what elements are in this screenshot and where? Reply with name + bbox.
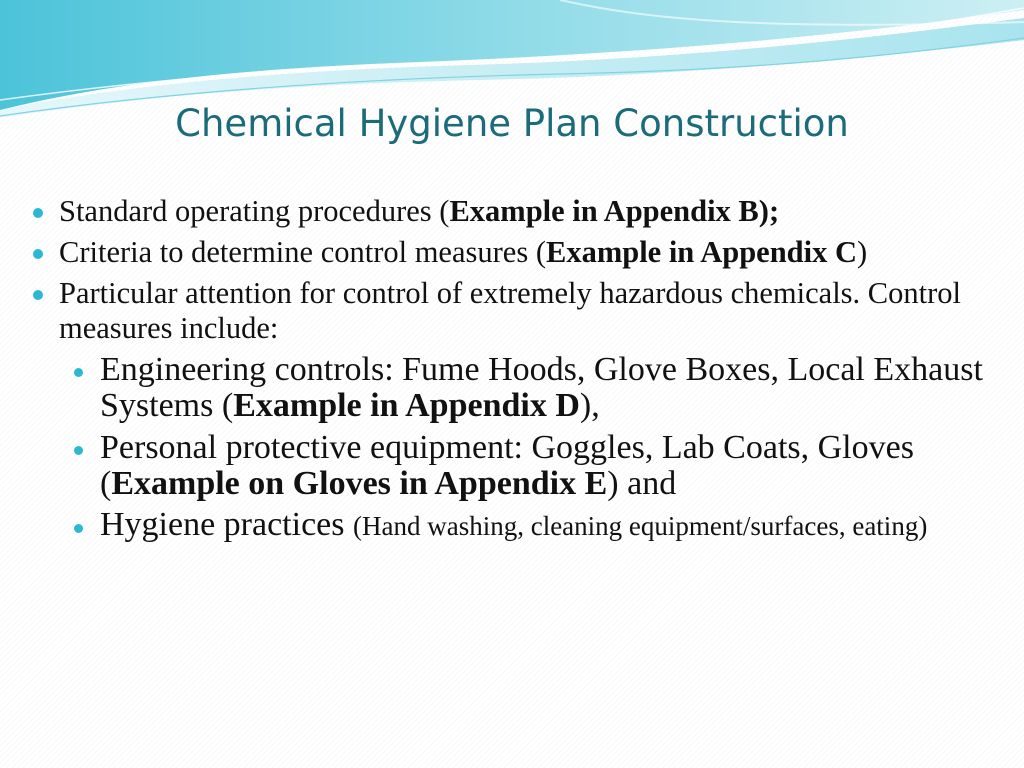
bullet-list xyxy=(30,194,990,547)
list-item: Particular attention for control of extremely hazardous chemicals. Control measures include: xyxy=(30,276,990,346)
sub-list-item: Personal protective equipment: Goggles, Lab Coats, Gloves (Example on Gloves in Appendix E) and xyxy=(71,430,990,502)
bullet-dot-icon xyxy=(33,290,43,300)
bullet-dot-icon xyxy=(33,208,43,218)
slide-title: Chemical Hygiene Plan Construction xyxy=(175,102,849,145)
list-item: Criteria to determine control measures (Example in Appendix C) xyxy=(30,235,990,270)
bullet-dot-icon xyxy=(74,524,83,533)
sub-list-item: Hygiene practices (Hand washing, cleaning equipment/surfaces, eating) xyxy=(71,508,990,543)
sub-list-item: Engineering controls: Fume Hoods, Glove Boxes, Local Exhaust Systems (Example in Appendix D), xyxy=(71,352,990,424)
bullet-dot-icon xyxy=(74,446,83,455)
list-item: Standard operating procedures (Example in Appendix B); xyxy=(30,194,990,229)
bullet-dot-icon xyxy=(74,368,83,377)
bullet-dot-icon xyxy=(33,249,43,259)
